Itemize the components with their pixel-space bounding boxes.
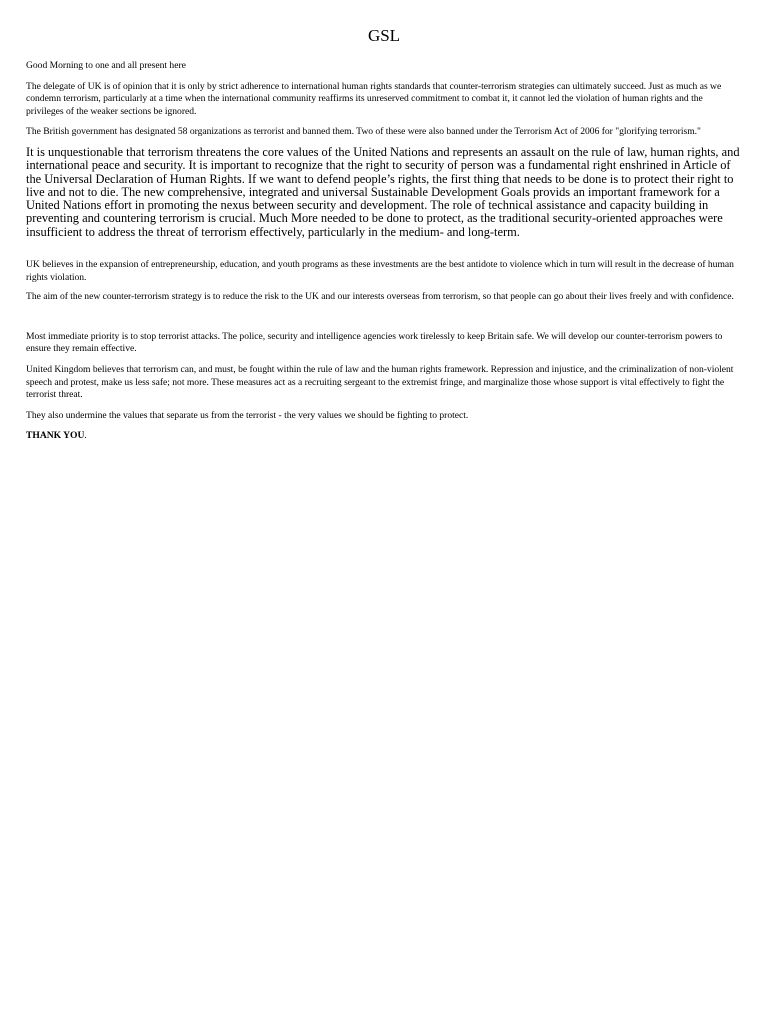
immediate-priority-paragraph: Most immediate priority is to stop terrorist attacks. The police, security and intelligence agencies work tirelessly to keep Britain safe. We will develop our counter-terrorism powers to ensure they remain effective. (26, 330, 723, 355)
greeting-paragraph: Good Morning to one and all present here (26, 60, 186, 71)
delegate-paragraph: The delegate of UK is of opinion that it is only by strict adherence to international human rights standards that counter-terrorism strategies can ultimately succeed. Just as much as we condemn terrorism, particularly at a time when the international community reaffirms its unreserved commitment to combat it, it cannot led the violation of human rights and the privileges of the weaker sections be ignored. (26, 80, 722, 117)
unquestionable-paragraph: It is unquestionable that terrorism threatens the core values of the United Nations and represents an assault on the rule of law, human rights, and international peace and security. It is important to recognize that the right to security of person was a fundamental right enshrined in Article of the Universal Declaration of Human Rights. If we want to defend people’s rights, the first thing that needs to be done is to protect their right to live and not to die. The new comprehensive, integrated and universal Sustainable Development Goals provids an important framework for a United Nations effort in promoting the nexus between security and development. The role of technical assistance and capacity building in preventing and countering terrorism is crucial. Much More needed to be done to protect, as the traditional security-oriented approaches were insufficient to address the threat of terrorism effectively, particularly in the medium- and long-term. (26, 144, 740, 239)
undermine-values-paragraph: They also undermine the values that separate us from the terrorist - the very values we should be fighting to protect. (26, 409, 469, 421)
thank-you-line (26, 430, 742, 443)
uk-believes-paragraph: UK believes in the expansion of entrepreneurship, education, and youth programs as these investments are the best antidote to violence which in turn will result in the decrease of human rights violation. (26, 259, 734, 283)
strategy-aim-paragraph: The aim of the new counter-terrorism strategy is to reduce the risk to the UK and our interests overseas from terrorism, so that people can go about their lives freely and with confidence. (26, 291, 734, 303)
thank-you-text: THANK YOU (26, 430, 85, 442)
rule-of-law-paragraph: United Kingdom believes that terrorism can, and must, be fought within the rule of law and the human rights framework. Repression and injustice, and the criminalization of non-violent speech and protest, make us less safe; not more. These measures act as a recruiting sergeant to the extremist fringe, and marginalize those whose support is vital effectively to fight the terrorist threat. (26, 364, 734, 401)
thank-you-period: . (84, 430, 87, 442)
document-title: GSL (367, 26, 401, 45)
british-government-paragraph: The British government has designated 58 organizations as terrorist and banned them. Two of these were also banned under the Terrorism Act of 2006 for "glorifying terrorism." (26, 126, 701, 138)
